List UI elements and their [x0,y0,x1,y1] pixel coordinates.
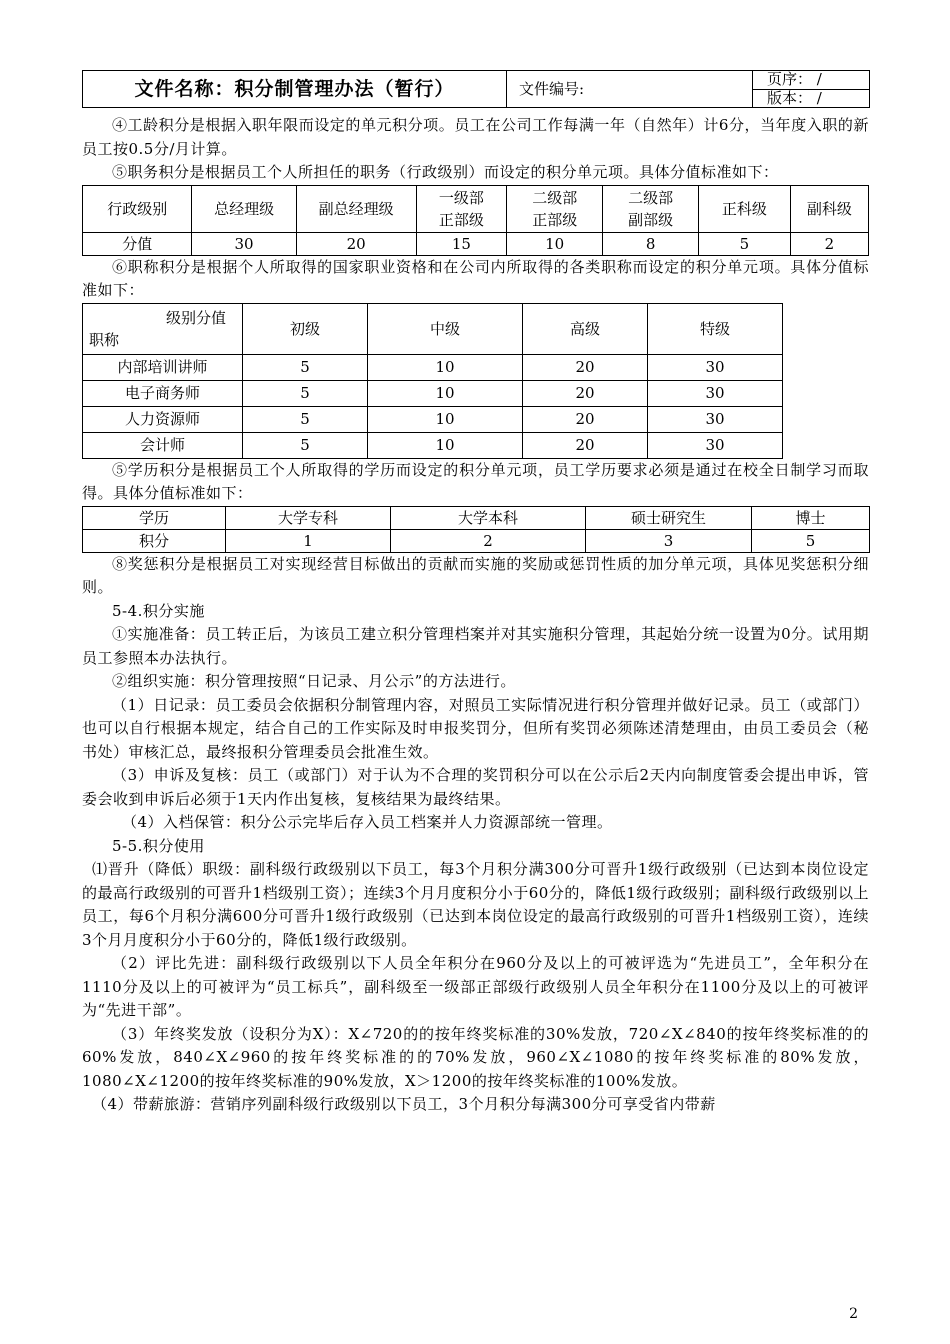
position-points-table [82,185,869,256]
para-daily-record: （1）日记录：员工委员会依据积分制管理内容，对照员工实际情况进行积分管理并做好记录。员工（或部门）也可以自行根据本规定，结合自己的工作实际及时申报奖罚分，但所有奖罚必须陈述清楚理由，由员工委员会（秘书处）审核汇总，最终报积分管理委员会批准生效。 [82,695,869,761]
table-header-cell: 高级 [523,303,648,354]
table-cell: 电子商务师 [83,380,243,406]
corner-top-label: 级别分值 [165,308,226,327]
table-cell: 10 [368,432,523,458]
table-cell: 总经理级 [192,185,296,232]
page-number: 2 [849,1306,858,1322]
document-title: 文件名称：积分制管理办法（暂行） [83,71,507,108]
para-excellence-award: （2）评比先进：副科级行政级别以下人员全年积分在960分及以上的可被评选为“先进员工”，全年积分在1110分及以上的可被评为“员工标兵”，副科级至一级部正部级行政级别人员全年积分在1100分及以上的可被评为“先进干部”。 [82,954,869,1019]
para-archive: （4）入档保管：积分公示完毕后存入员工档案并人力资源部统一管理。 [122,813,613,831]
education-points-table [82,506,870,553]
table-cell: 一级部 正部级 [416,185,507,232]
table-cell: 学历 [83,506,226,529]
para-education-points: ⑤学历积分是根据员工个人所取得的学历而设定的积分单元项，员工学历要求必须是通过在校全日制学习而取得。具体分值标准如下： [82,460,869,502]
table-cell: 30 [192,232,296,255]
para-organization: ②组织实施：积分管理按照“日记录、月公示”的方法进行。 [112,672,516,690]
table-cell: 二级部 正部级 [507,185,603,232]
table-cell: 大学本科 [391,506,586,529]
table-cell: 博士 [752,506,870,529]
table-cell: 会计师 [83,432,243,458]
table-cell: 8 [603,232,699,255]
para-seniority-points: ④工龄积分是根据入职年限而设定的单元积分项。员工在公司工作每满一年（自然年）计6分，当年度入职的新员工按0.5分/月计算。 [82,116,869,158]
para-title-points: ⑥职称积分是根据个人所取得的国家职业资格和在公司内所取得的各类职称而设定的积分单元项。具体分值标准如下： [82,257,869,299]
table-cell: 20 [523,432,648,458]
table-cell: 行政级别 [83,185,192,232]
page-sequence: 页序： / [753,71,870,90]
table-corner-cell [83,303,243,354]
table-header-cell: 初级 [243,303,368,354]
table-cell: 30 [648,406,783,432]
table-cell: 2 [790,232,868,255]
table-cell: 5 [243,432,368,458]
table-cell: 10 [368,354,523,380]
table-cell: 5 [243,406,368,432]
table-cell: 20 [296,232,416,255]
table-cell: 分值 [83,232,192,255]
title-points-table [82,303,783,459]
table-row [83,529,870,552]
table-cell: 硕士研究生 [586,506,752,529]
table-cell: 30 [648,432,783,458]
table-row [83,380,783,406]
para-promotion: ⑴晋升（降低）职级：副科级行政级别以下员工，每3个月积分满300分可晋升1级行政级别（已达到本岗位设定的最高行政级别的可晋升1档级别工资）；连续3个月月度积分小于60分的，降低1级行政级别；副科级行政级别以上员工，每6个月积分满600分可晋升1级行政级别（已达到本岗位设定的最高行政级别的可晋升1档级别工资），连续3个月月度积分小于60分的，降低1级行政级别。 [82,860,869,949]
para-position-points: ⑤职务积分是根据员工个人所担任的职务（行政级别）而设定的积分单元项。具体分值标准如下： [112,163,779,181]
para-appeal-review: （3）申诉及复核：员工（或部门）对于认为不合理的奖罚积分可以在公示后2天内向制度管委会提出申诉，管委会收到申诉后必须于1天内作出复核，复核结果为最终结果。 [82,766,869,808]
version: 版本： / [753,89,870,108]
table-cell: 大学专科 [226,506,391,529]
para-reward-penalty-points: ⑧奖惩积分是根据员工对实现经营目标做出的贡献而实施的奖励或惩罚性质的加分单元项，具体见奖惩积分细则。 [82,554,869,596]
para-year-end-bonus: （3）年终奖发放（设积分为X）：X∠720的的按年终奖标准的30%发放，720∠X∠840的按年终奖标准的的60%发放，840∠X∠960的按年终奖标准的的70%发放，960∠X∠1080的按年终奖标准的80%发放，1080∠X∠1200的按年终奖标准的90%发放，X＞1200的按年终奖标准的100%发放。 [82,1024,869,1090]
table-row [83,354,783,380]
table-cell: 副总经理级 [296,185,416,232]
table-header-cell: 特级 [648,303,783,354]
corner-bottom-label: 职称 [89,330,120,349]
table-cell: 5 [699,232,791,255]
table-cell: 3 [586,529,752,552]
section-heading-5-5: 5-5.积分使用 [112,836,205,855]
table-cell: 5 [752,529,870,552]
table-cell: 30 [648,380,783,406]
table-cell: 5 [243,354,368,380]
table-row [83,506,870,529]
table-row [83,432,783,458]
table-cell: 10 [368,406,523,432]
document-number: 文件编号: [507,71,753,108]
table-cell: 30 [648,354,783,380]
table-header-cell: 中级 [368,303,523,354]
table-cell: 20 [523,354,648,380]
table-cell: 15 [416,232,507,255]
table-cell: 人力资源师 [83,406,243,432]
table-cell: 1 [226,529,391,552]
document-header [82,70,870,108]
section-heading-5-4: 5-4.积分实施 [112,601,205,620]
para-paid-travel: （4）带薪旅游：营销序列副科级行政级别以下员工，3个月积分每满300分可享受省内带薪 [92,1095,716,1113]
para-implementation-prep: ①实施准备：员工转正后，为该员工建立积分管理档案并对其实施积分管理，其起始分统一设置为0分。试用期员工参照本办法执行。 [82,625,869,667]
table-cell: 2 [391,529,586,552]
document-page [82,70,869,1117]
table-row [83,406,783,432]
table-cell: 5 [243,380,368,406]
table-cell: 20 [523,406,648,432]
table-cell: 20 [523,380,648,406]
table-cell: 正科级 [699,185,791,232]
table-cell: 副科级 [790,185,868,232]
table-cell: 10 [507,232,603,255]
table-cell: 积分 [83,529,226,552]
table-cell: 10 [368,380,523,406]
table-cell: 内部培训讲师 [83,354,243,380]
table-cell: 二级部 副部级 [603,185,699,232]
